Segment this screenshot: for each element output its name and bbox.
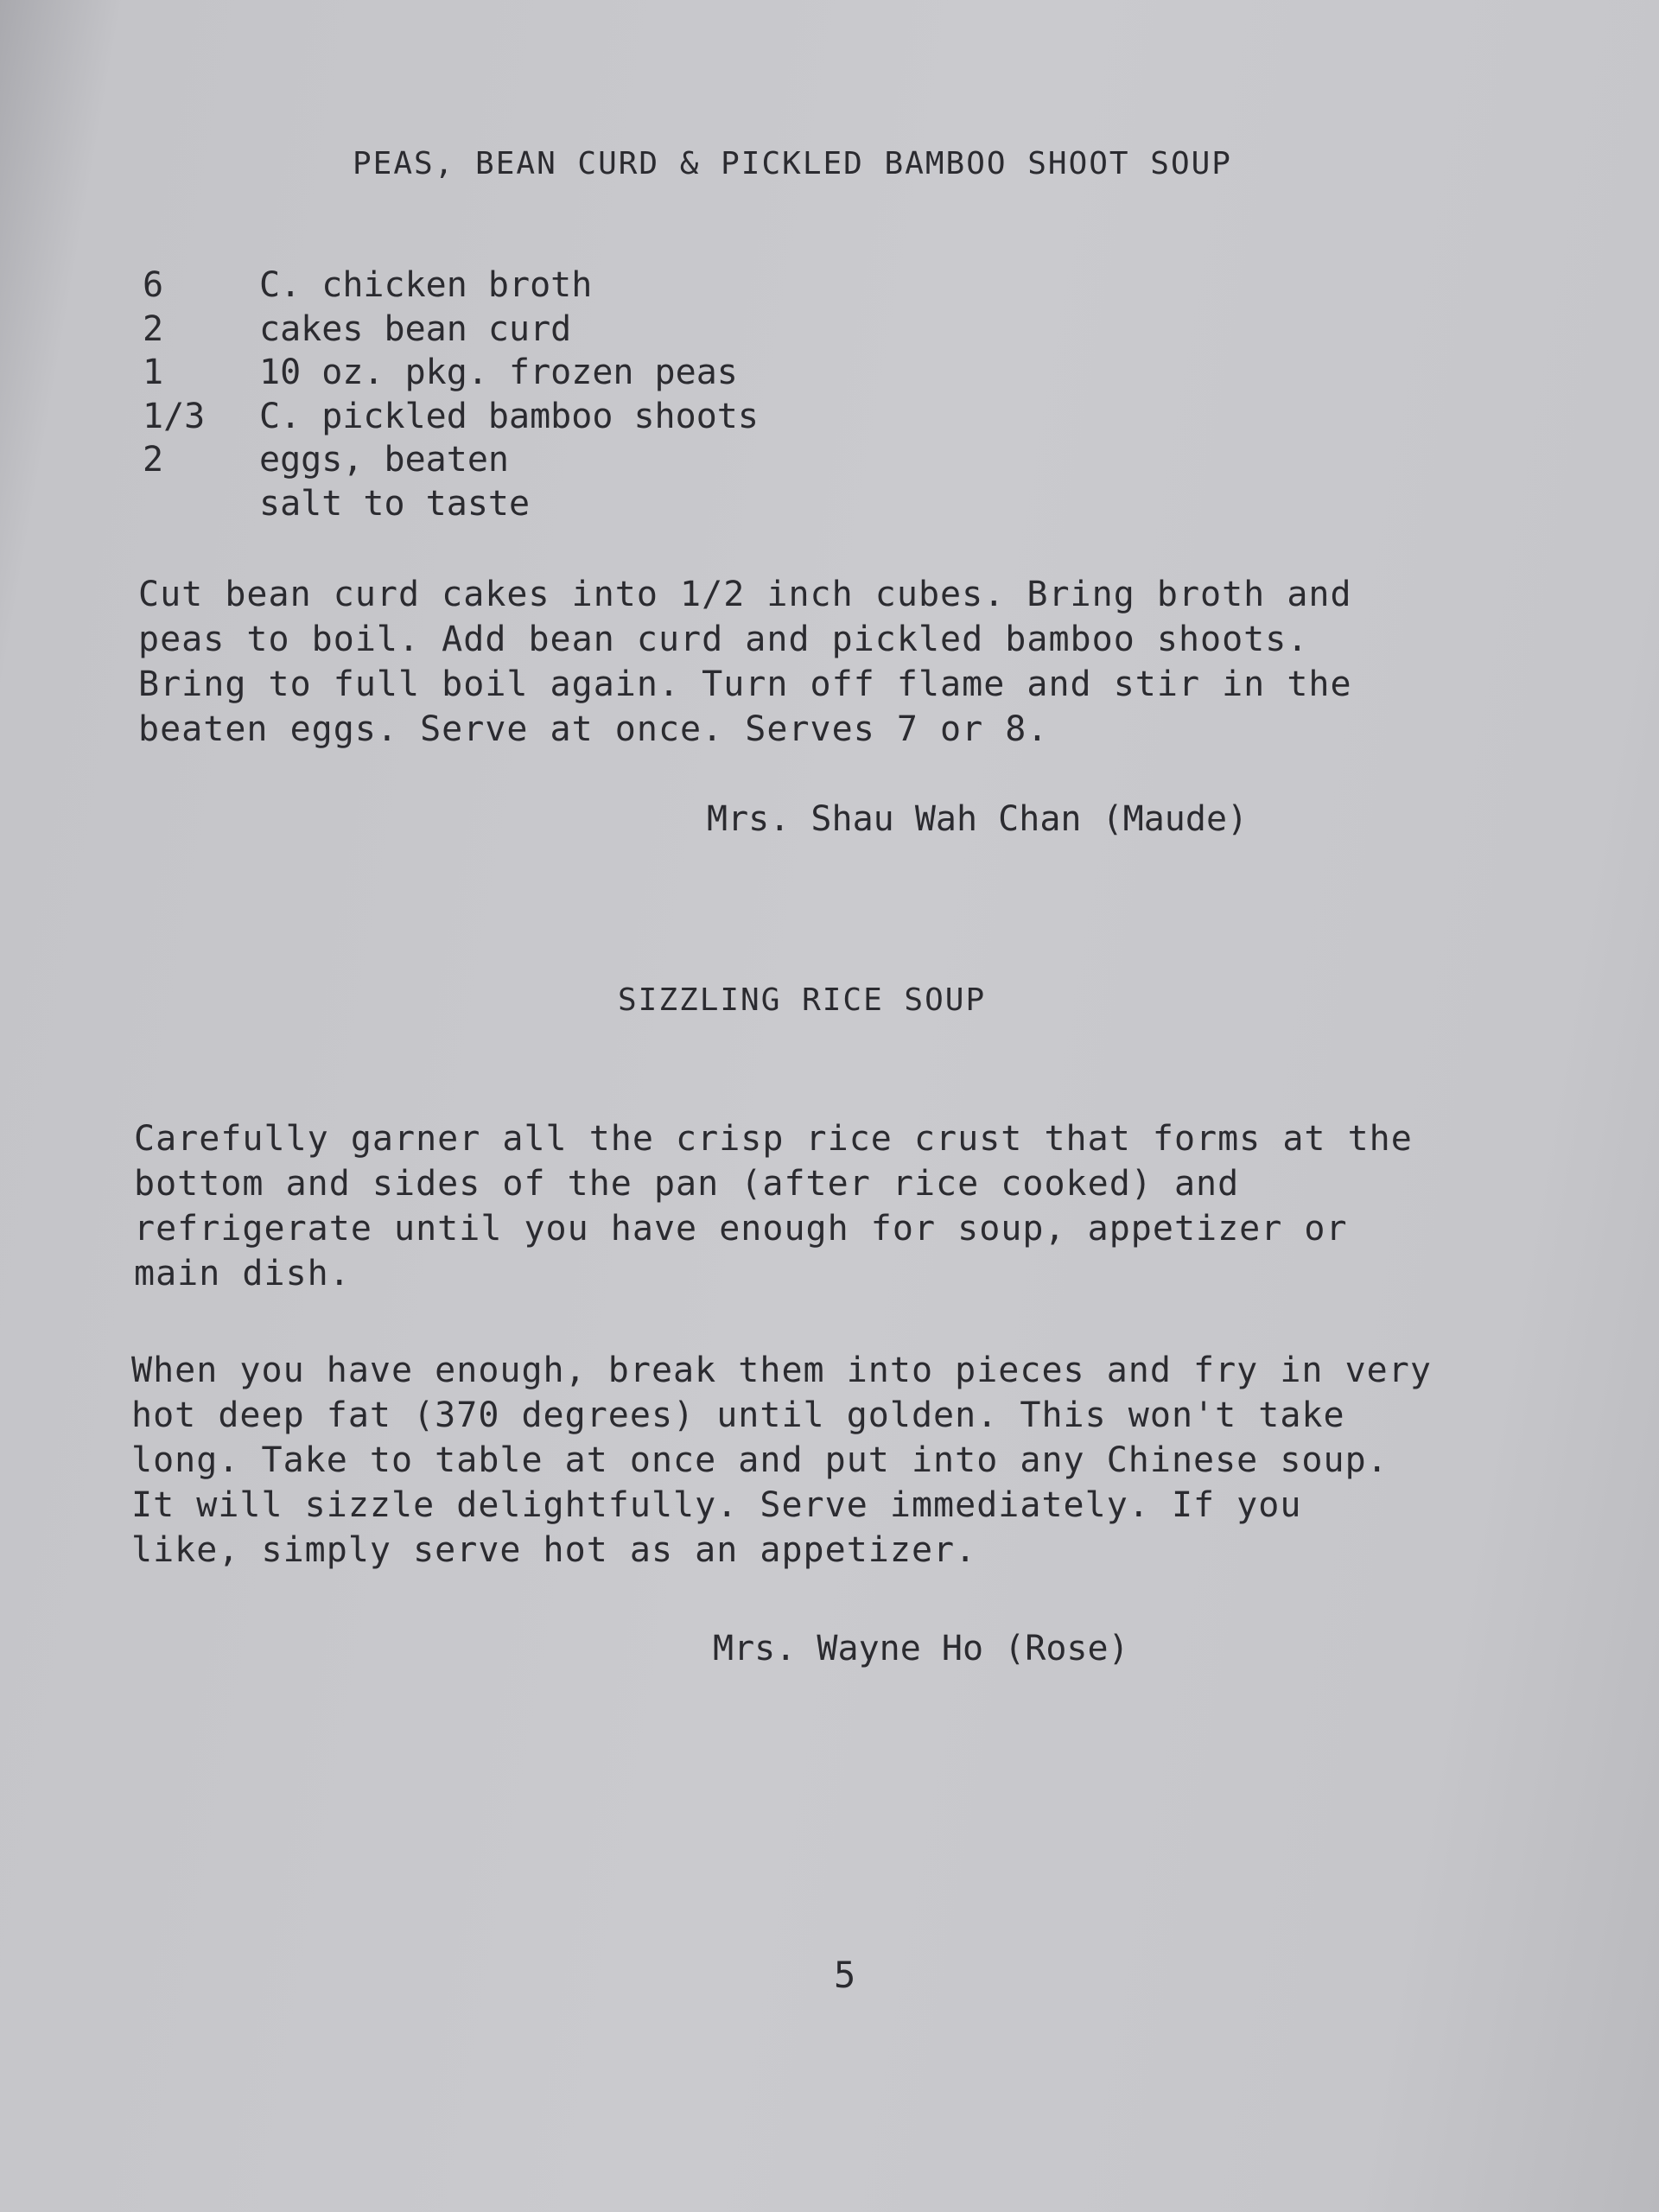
ingredient-quantity: 6 <box>143 265 164 305</box>
ingredient-row <box>143 308 759 352</box>
recipe-contributor: Mrs. Shau Wah Chan (Maude) <box>707 799 1249 839</box>
recipe-contributor: Mrs. Wayne Ho (Rose) <box>713 1629 1129 1669</box>
recipe-title: PEAS, BEAN CURD & PICKLED BAMBOO SHOOT SOUP <box>353 146 1232 181</box>
recipe-title: SIZZLING RICE SOUP <box>618 982 987 1018</box>
ingredient-item: C. pickled bamboo shoots <box>259 396 759 436</box>
ingredient-item: salt to taste <box>259 483 531 524</box>
ingredient-item: 10 oz. pkg. frozen peas <box>259 353 738 392</box>
ingredient-quantity: 1 <box>143 353 164 392</box>
ingredient-item: cakes bean curd <box>259 308 572 349</box>
ingredient-list <box>143 264 759 525</box>
ingredient-row <box>143 395 759 439</box>
recipe-directions: Carefully garner all the crisp rice crust that forms at the bottom and sides of the pan (after rice cooked) and refrigerate until you have enough for soup, appetizer or main dish. <box>134 1119 1413 1294</box>
ingredient-item: C. chicken broth <box>259 265 593 305</box>
page-number: 5 <box>834 1954 856 1996</box>
ingredient-item: eggs, beaten <box>259 440 509 480</box>
recipe-directions: When you have enough, break them into pieces and fry in very hot deep fat (370 degrees) until golden. This won't take long. Take to table at once and put into any Chinese soup. It will sizzle delightfully. Serve immediately. If you like, simply serve hot as an appetizer. <box>131 1351 1432 1570</box>
ingredient-quantity <box>143 482 259 526</box>
ingredient-quantity: 2 <box>143 308 164 349</box>
ingredient-quantity: 1/3 <box>143 396 206 436</box>
ingredient-row <box>143 482 759 526</box>
ingredient-row <box>143 438 759 482</box>
ingredient-quantity: 2 <box>143 440 164 480</box>
recipe-directions: Cut bean curd cakes into 1/2 inch cubes. Bring broth and peas to boil. Add bean curd and pickled bamboo shoots. Bring to full boil again. Turn off flame and stir in the beaten eggs. Serve at once. Serves 7 or 8. <box>138 575 1352 749</box>
ingredient-row <box>143 264 759 308</box>
ingredient-row <box>143 351 759 395</box>
